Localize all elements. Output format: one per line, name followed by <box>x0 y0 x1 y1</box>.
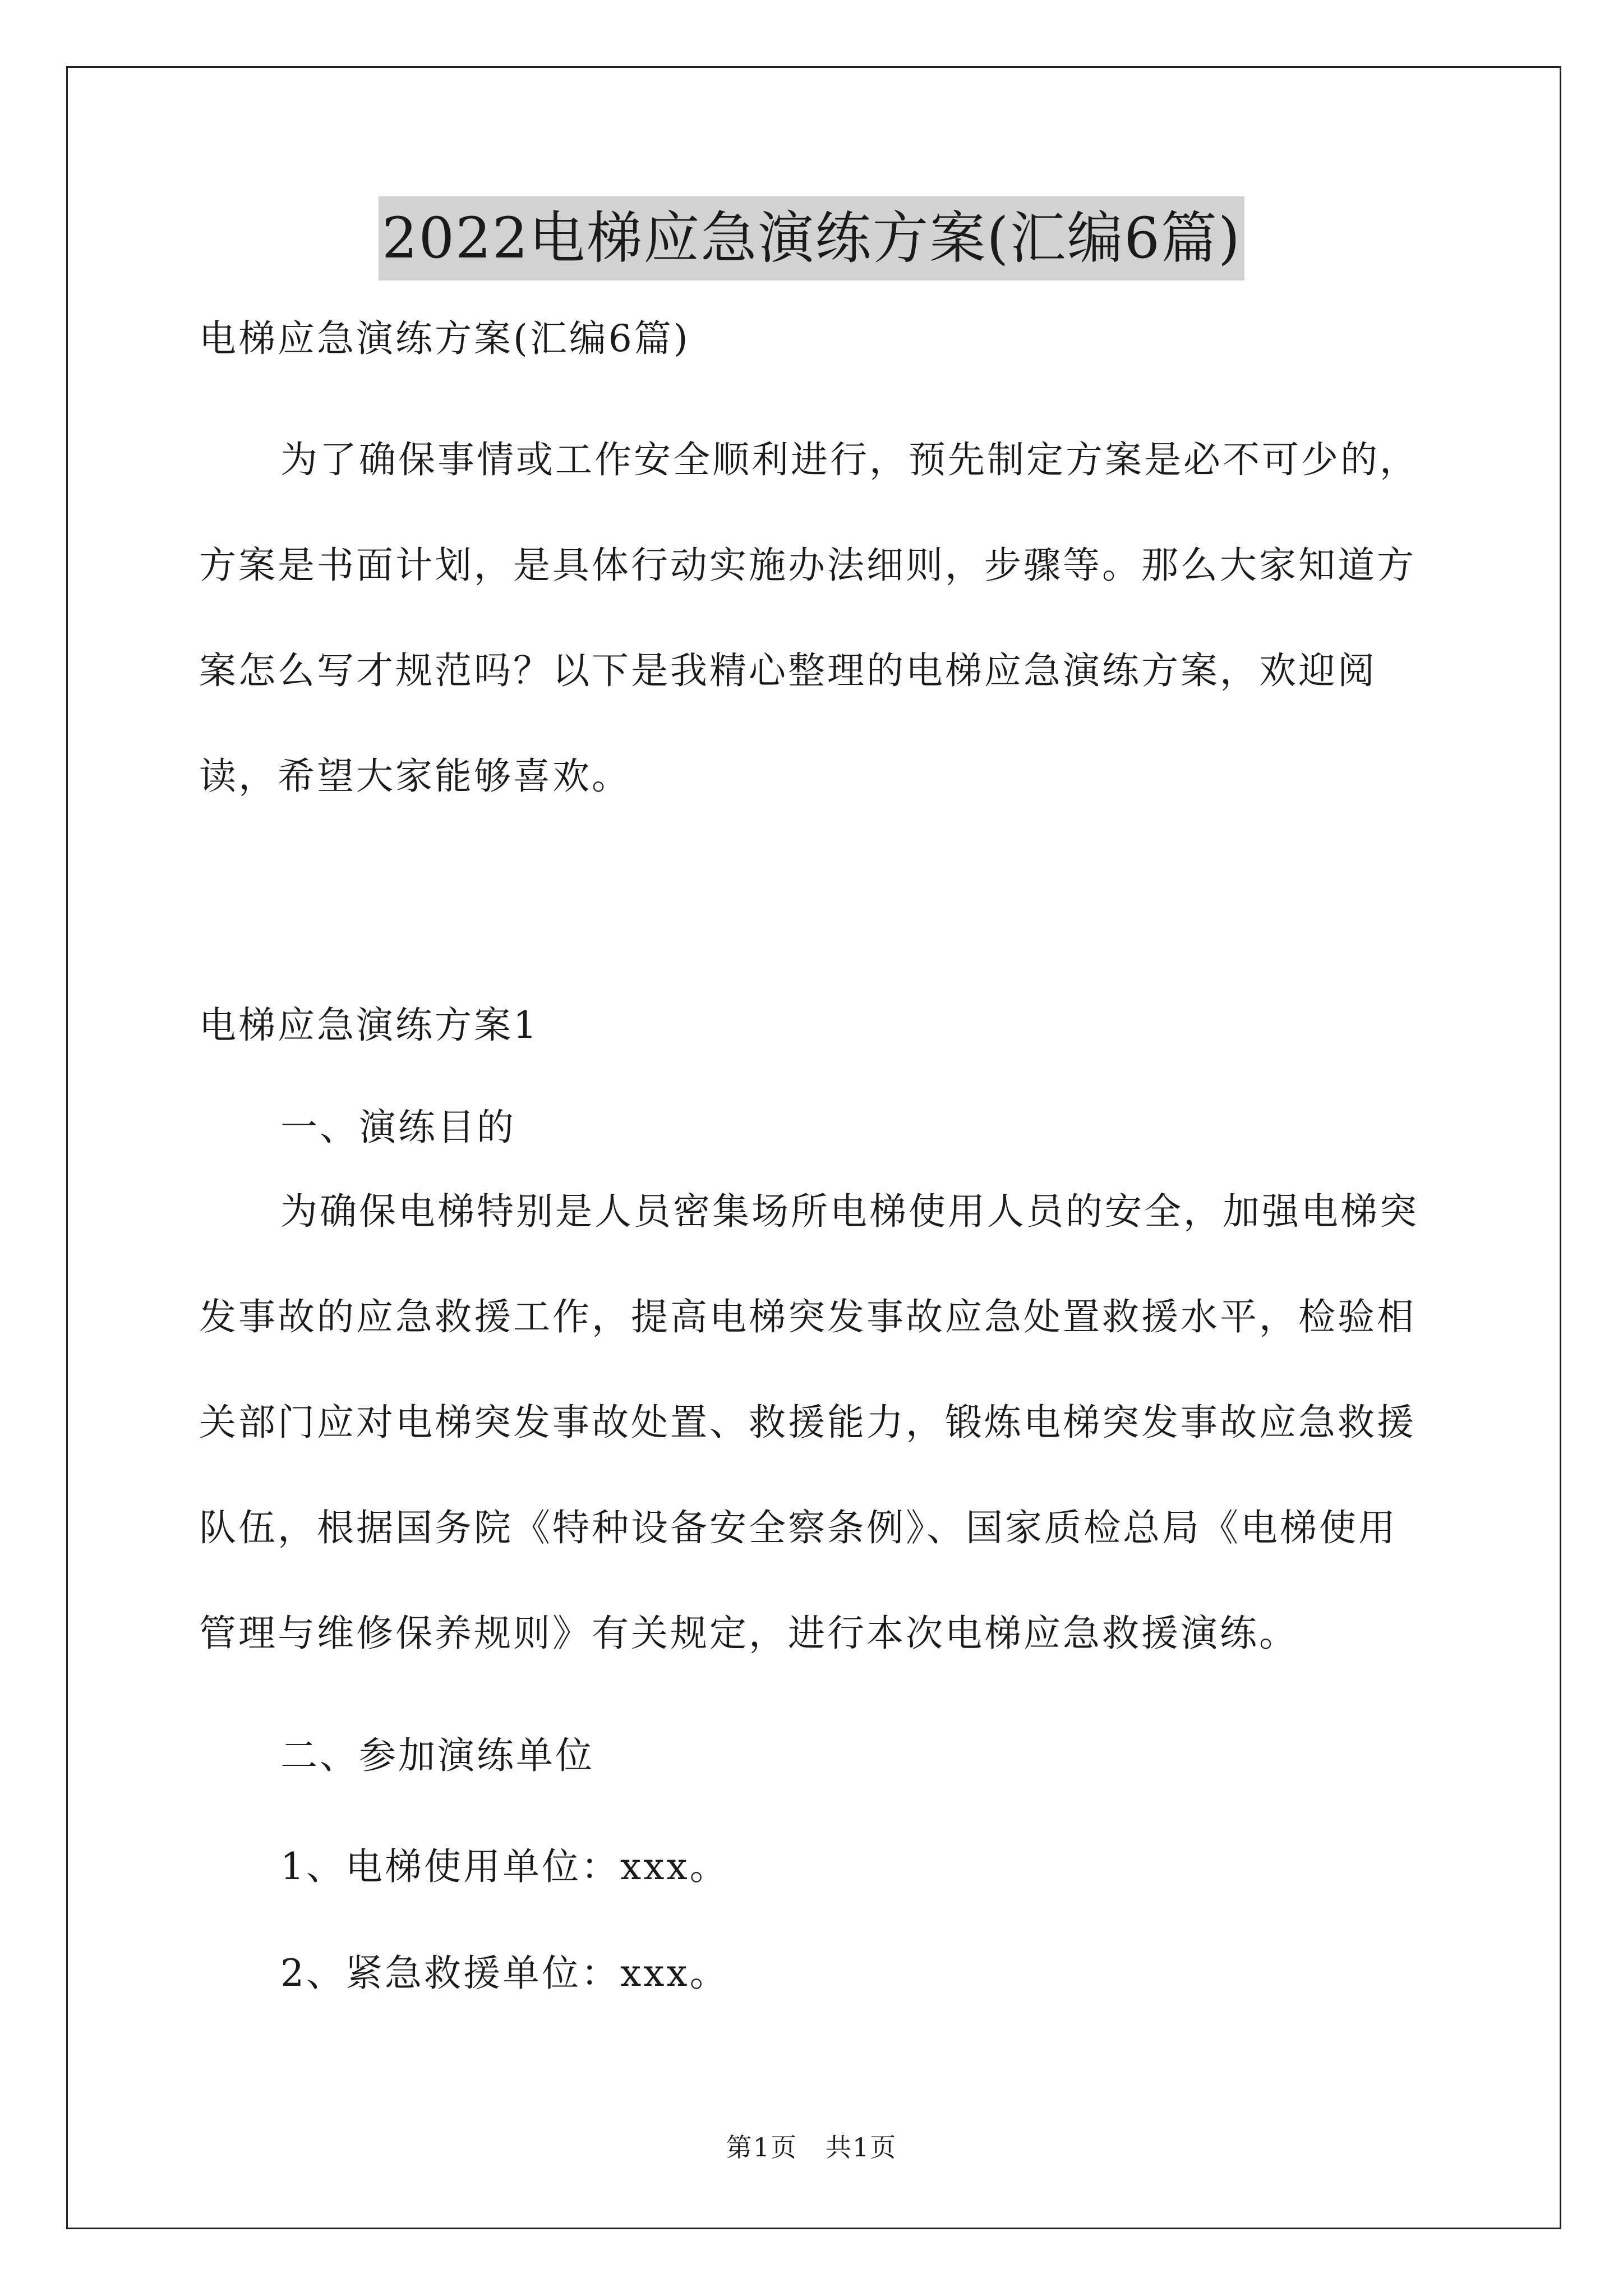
heading-drill-purpose: 一、演练目的 <box>280 1106 516 1149</box>
page-footer <box>0 2131 1623 2164</box>
section-title: 电梯应急演练方案1 <box>199 1004 539 1047</box>
document-title: 2022电梯应急演练方案(汇编6篇) <box>379 196 1244 280</box>
document-subtitle: 电梯应急演练方案(汇编6篇) <box>199 317 690 360</box>
intro-paragraph: 为了确保事情或工作安全顺利进行，预先制定方案是必不可少的，方案是书面计划，是具体行动实施办法细则，步骤等。那么大家知道方案怎么写才规范吗？以下是我精心整理的电梯应急演练方案，欢迎阅读，希望大家能够喜欢。 <box>199 438 1419 798</box>
list-item-elevator-user: 1、电梯使用单位：xxx。 <box>280 1845 729 1888</box>
page-number: 第1页 <box>726 2132 797 2162</box>
list-item-rescue-unit: 2、紧急救援单位：xxx。 <box>280 1952 729 1995</box>
purpose-paragraph: 为确保电梯特别是人员密集场所电梯使用人员的安全，加强电梯突发事故的应急救援工作，提高电梯突发事故应急处置救援水平，检验相关部门应对电梯突发事故处置、救援能力，锻炼电梯突发事故应急救援队伍，根据国务院《特种设备安全察条例》、国家质检总局《电梯使用管理与维修保养规则》有关规定，进行本次电梯应急救援演练。 <box>199 1190 1419 1655</box>
page-total: 共1页 <box>826 2132 897 2162</box>
heading-participating-units: 二、参加演练单位 <box>280 1734 594 1777</box>
title-container <box>0 196 1623 280</box>
